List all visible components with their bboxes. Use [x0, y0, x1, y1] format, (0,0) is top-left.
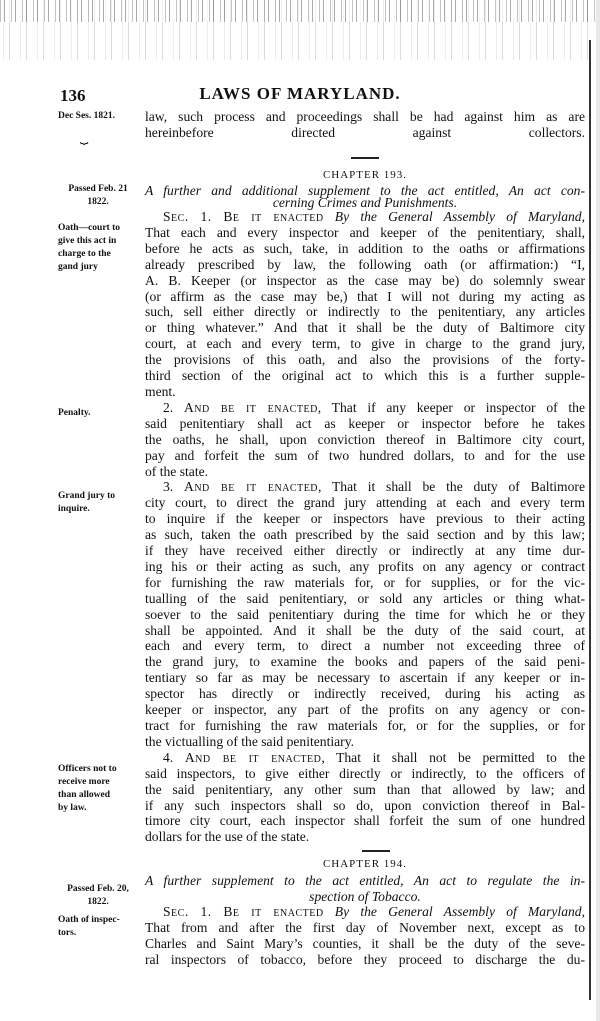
- text-line: law, such process and proceedings shall be had against him as are: [145, 109, 585, 124]
- margin-note-grand-jury: [58, 490, 146, 516]
- small-caps-text: Sec. 1.: [163, 904, 224, 920]
- running-title: LAWS OF MARYLAND.: [199, 84, 401, 103]
- margin-note-line: Oath—court to: [58, 223, 121, 233]
- text-line: if any such inspectors shall so do, upon conviction thereof in Bal-: [145, 797, 585, 813]
- margin-note-line: 1822.: [87, 897, 109, 907]
- text-line: [145, 209, 585, 225]
- text-line: [145, 734, 585, 750]
- margin-note-line: Grand jury to: [58, 491, 115, 501]
- text-line: [145, 855, 585, 873]
- text-line: keeper or inspector, any part of the profits on any agency or con-: [145, 702, 585, 718]
- text-line: the grand jury, to examine the books and papers of the said peni-: [145, 654, 585, 670]
- text-line: before he acts as such, take, in addition to the oaths or affirmations: [145, 240, 585, 256]
- page-edge-line: [589, 40, 591, 1000]
- margin-note-line: Passed Feb. 20,: [67, 884, 129, 894]
- text-line: Charles and Saint Mary’s counties, it shall be the duty of the seve-: [145, 935, 585, 951]
- text-line: [145, 384, 585, 400]
- text-line: or thing whatever.” And that it shall be the duty of Baltimore city: [145, 320, 585, 336]
- text-line: tract for furnishing the raw materials for, or for the supplies, or for: [145, 718, 585, 733]
- text-line: to inquire if the keeper or inspectors have previous to their acting: [145, 511, 585, 527]
- margin-note-line: 1822.: [87, 197, 109, 207]
- chapter-heading: CHAPTER 194.: [322, 858, 408, 870]
- scan-noise-edge: [0, 0, 600, 22]
- italic-text: A further and additional supplement to the act entitled, An act con-: [145, 183, 585, 198]
- margin-note-line: by law.: [58, 803, 87, 813]
- text-line: ral inspectors of tobacco, before they proceed to discharge the du-: [145, 951, 585, 967]
- text-line: [145, 464, 585, 480]
- chapter-193-heading: [145, 166, 585, 198]
- margin-note-line: inquire.: [58, 504, 90, 514]
- margin-note-line: receive more: [58, 777, 110, 787]
- text-line: ing his or their acting as such, any profits on any agency or contract: [145, 558, 585, 574]
- text-line: [145, 889, 585, 905]
- text-line: [145, 904, 585, 920]
- text-line: already prescribed by law, the following oath (or affirmation:) “I,: [145, 256, 585, 272]
- text-segment: 4.: [163, 749, 185, 765]
- text-line: if they have received either directly or indirectly at any time dur-: [145, 543, 585, 559]
- margin-note-session: [58, 110, 146, 123]
- section-divider: [362, 850, 390, 852]
- margin-note-passed-193: [58, 183, 138, 209]
- text-line: shall be appointed. And it shall be the duty of the said court, at: [145, 622, 585, 638]
- text-line: pay and forfeit the sum of two hundred dollars, to and for the use: [145, 447, 585, 463]
- text-line: soever to the said penitentiary during the time for which he or they: [145, 606, 585, 622]
- italic-text: cerning Crimes and Punishments.: [272, 195, 458, 210]
- small-caps-text: Be it enacted: [223, 209, 324, 224]
- chapter-194: [145, 855, 585, 968]
- page-number: 136: [60, 86, 86, 105]
- text-line: court, at each and every term, to give in charge to the grand jury,: [145, 336, 585, 352]
- section-divider: [351, 157, 379, 159]
- margin-note-line: give this act in: [58, 236, 117, 246]
- text-line: [145, 829, 585, 845]
- text-segment: 3.: [163, 479, 184, 495]
- text-line: [145, 873, 585, 889]
- text-segment: of the state.: [145, 463, 209, 479]
- italic-text: spection of Tobacco.: [309, 888, 421, 904]
- text-segment: 2.: [163, 399, 184, 415]
- text-line: [145, 400, 585, 416]
- italic-text: By the General Assembly of Maryland,: [323, 209, 585, 224]
- text-line: hereinbefore directed against collectors.: [145, 124, 585, 140]
- small-caps-text: And be it enacted: [183, 399, 318, 415]
- brace-mark: ⏟: [80, 130, 88, 145]
- text-line: as such, taken the oath prescribed by the said section and by this law;: [145, 527, 585, 543]
- margin-note-line: Officers not to: [58, 764, 117, 774]
- text-segment: , That it shall be the duty of Baltimore: [318, 479, 585, 495]
- margin-note-oath-inspectors: [58, 914, 146, 940]
- text-line: A. B. Keeper (or inspector as the case may be) do solemnly swear: [145, 272, 585, 288]
- continuation-text: [145, 109, 585, 141]
- text-line: tualling of the said penitentiary, or sold any articles or thing what-: [145, 590, 585, 606]
- small-caps-text: And be it enacted: [184, 749, 322, 765]
- page-gutter: [596, 0, 600, 1021]
- margin-note-line: than allowed: [58, 790, 110, 800]
- text-line: [145, 196, 585, 210]
- text-line: said penitentiary shall act as keeper or inspector before he takes: [145, 415, 585, 431]
- text-line: [145, 750, 585, 766]
- margin-note-passed-194: [58, 883, 138, 909]
- text-segment: the victualling of the said penitentiary.: [145, 733, 355, 749]
- italic-text: By the General Assembly of Maryland,: [323, 904, 585, 920]
- margin-note-penalty: [58, 407, 146, 420]
- text-line: [145, 479, 585, 495]
- text-line: such, sell either directly or indirectly to the penitentiary, any articles: [145, 304, 585, 320]
- margin-note-oath-court: [58, 222, 146, 274]
- text-line: said inspectors, to give either directly or indirectly, to the officers of: [145, 765, 585, 781]
- text-line: the oaths, he shall, upon conviction thereof in Baltimore city court,: [145, 431, 585, 447]
- text-line: (or affirm as the case may be,) that I will not during my acting as: [145, 288, 585, 304]
- text-line: the provisions of this oath, and also the provisions of the forty-: [145, 352, 585, 368]
- small-caps-text: Be it enacted: [223, 904, 324, 920]
- small-caps-text: Sec. 1.: [163, 209, 224, 224]
- text-line: timore city court, each inspector shall forfeit the sum of one hundred: [145, 813, 585, 829]
- text-segment: ment.: [145, 383, 176, 399]
- margin-note-line: Penalty.: [58, 408, 91, 418]
- chapter-heading: CHAPTER 193.: [322, 169, 408, 181]
- text-line: spector has directly or indirectly received, during his acting as: [145, 686, 585, 702]
- margin-note-line: charge to the: [58, 249, 111, 259]
- text-line: tentiary so far as may be necessary to ascertain if any keeper or in-: [145, 670, 585, 686]
- margin-note-officers: [58, 763, 146, 815]
- small-caps-text: And be it enacted: [184, 479, 319, 495]
- italic-text: A further supplement to the act entitled, An act to regulate the in-: [145, 872, 585, 888]
- text-line: That each and every inspector and keeper of the penitentiary, shall,: [145, 224, 585, 240]
- text-line: for furnishing the raw materials for, or for supplies, or for the vic-: [145, 574, 585, 590]
- text-segment: dollars for the use of the state.: [145, 829, 310, 845]
- text-segment: , That it shall not be permitted to the: [321, 749, 586, 765]
- text-line: the said penitentiary, any other sum than that allowed by law; and: [145, 781, 585, 797]
- text-line: [145, 166, 585, 183]
- margin-note-line: gand jury: [58, 262, 98, 272]
- text-line: That from and after the first day of November next, except as to: [145, 920, 585, 936]
- margin-note-line: Oath of inspec-: [58, 915, 120, 925]
- margin-note-line: Passed Feb. 21: [68, 184, 128, 194]
- text-line: each and every term, to direct a number not exceeding three of: [145, 638, 585, 654]
- chapter-193-title-cont: [145, 196, 585, 210]
- text-segment: , That if any keeper or inspector of the: [317, 399, 585, 415]
- margin-note-line: Dec Ses. 1821.: [58, 111, 115, 121]
- text-line: third section of the original act to which this is a further supple-: [145, 368, 585, 384]
- text-line: city court, to direct the grand jury attending at each and every term: [145, 495, 585, 511]
- chapter-193-body: [145, 209, 585, 845]
- margin-note-line: tors.: [58, 928, 77, 938]
